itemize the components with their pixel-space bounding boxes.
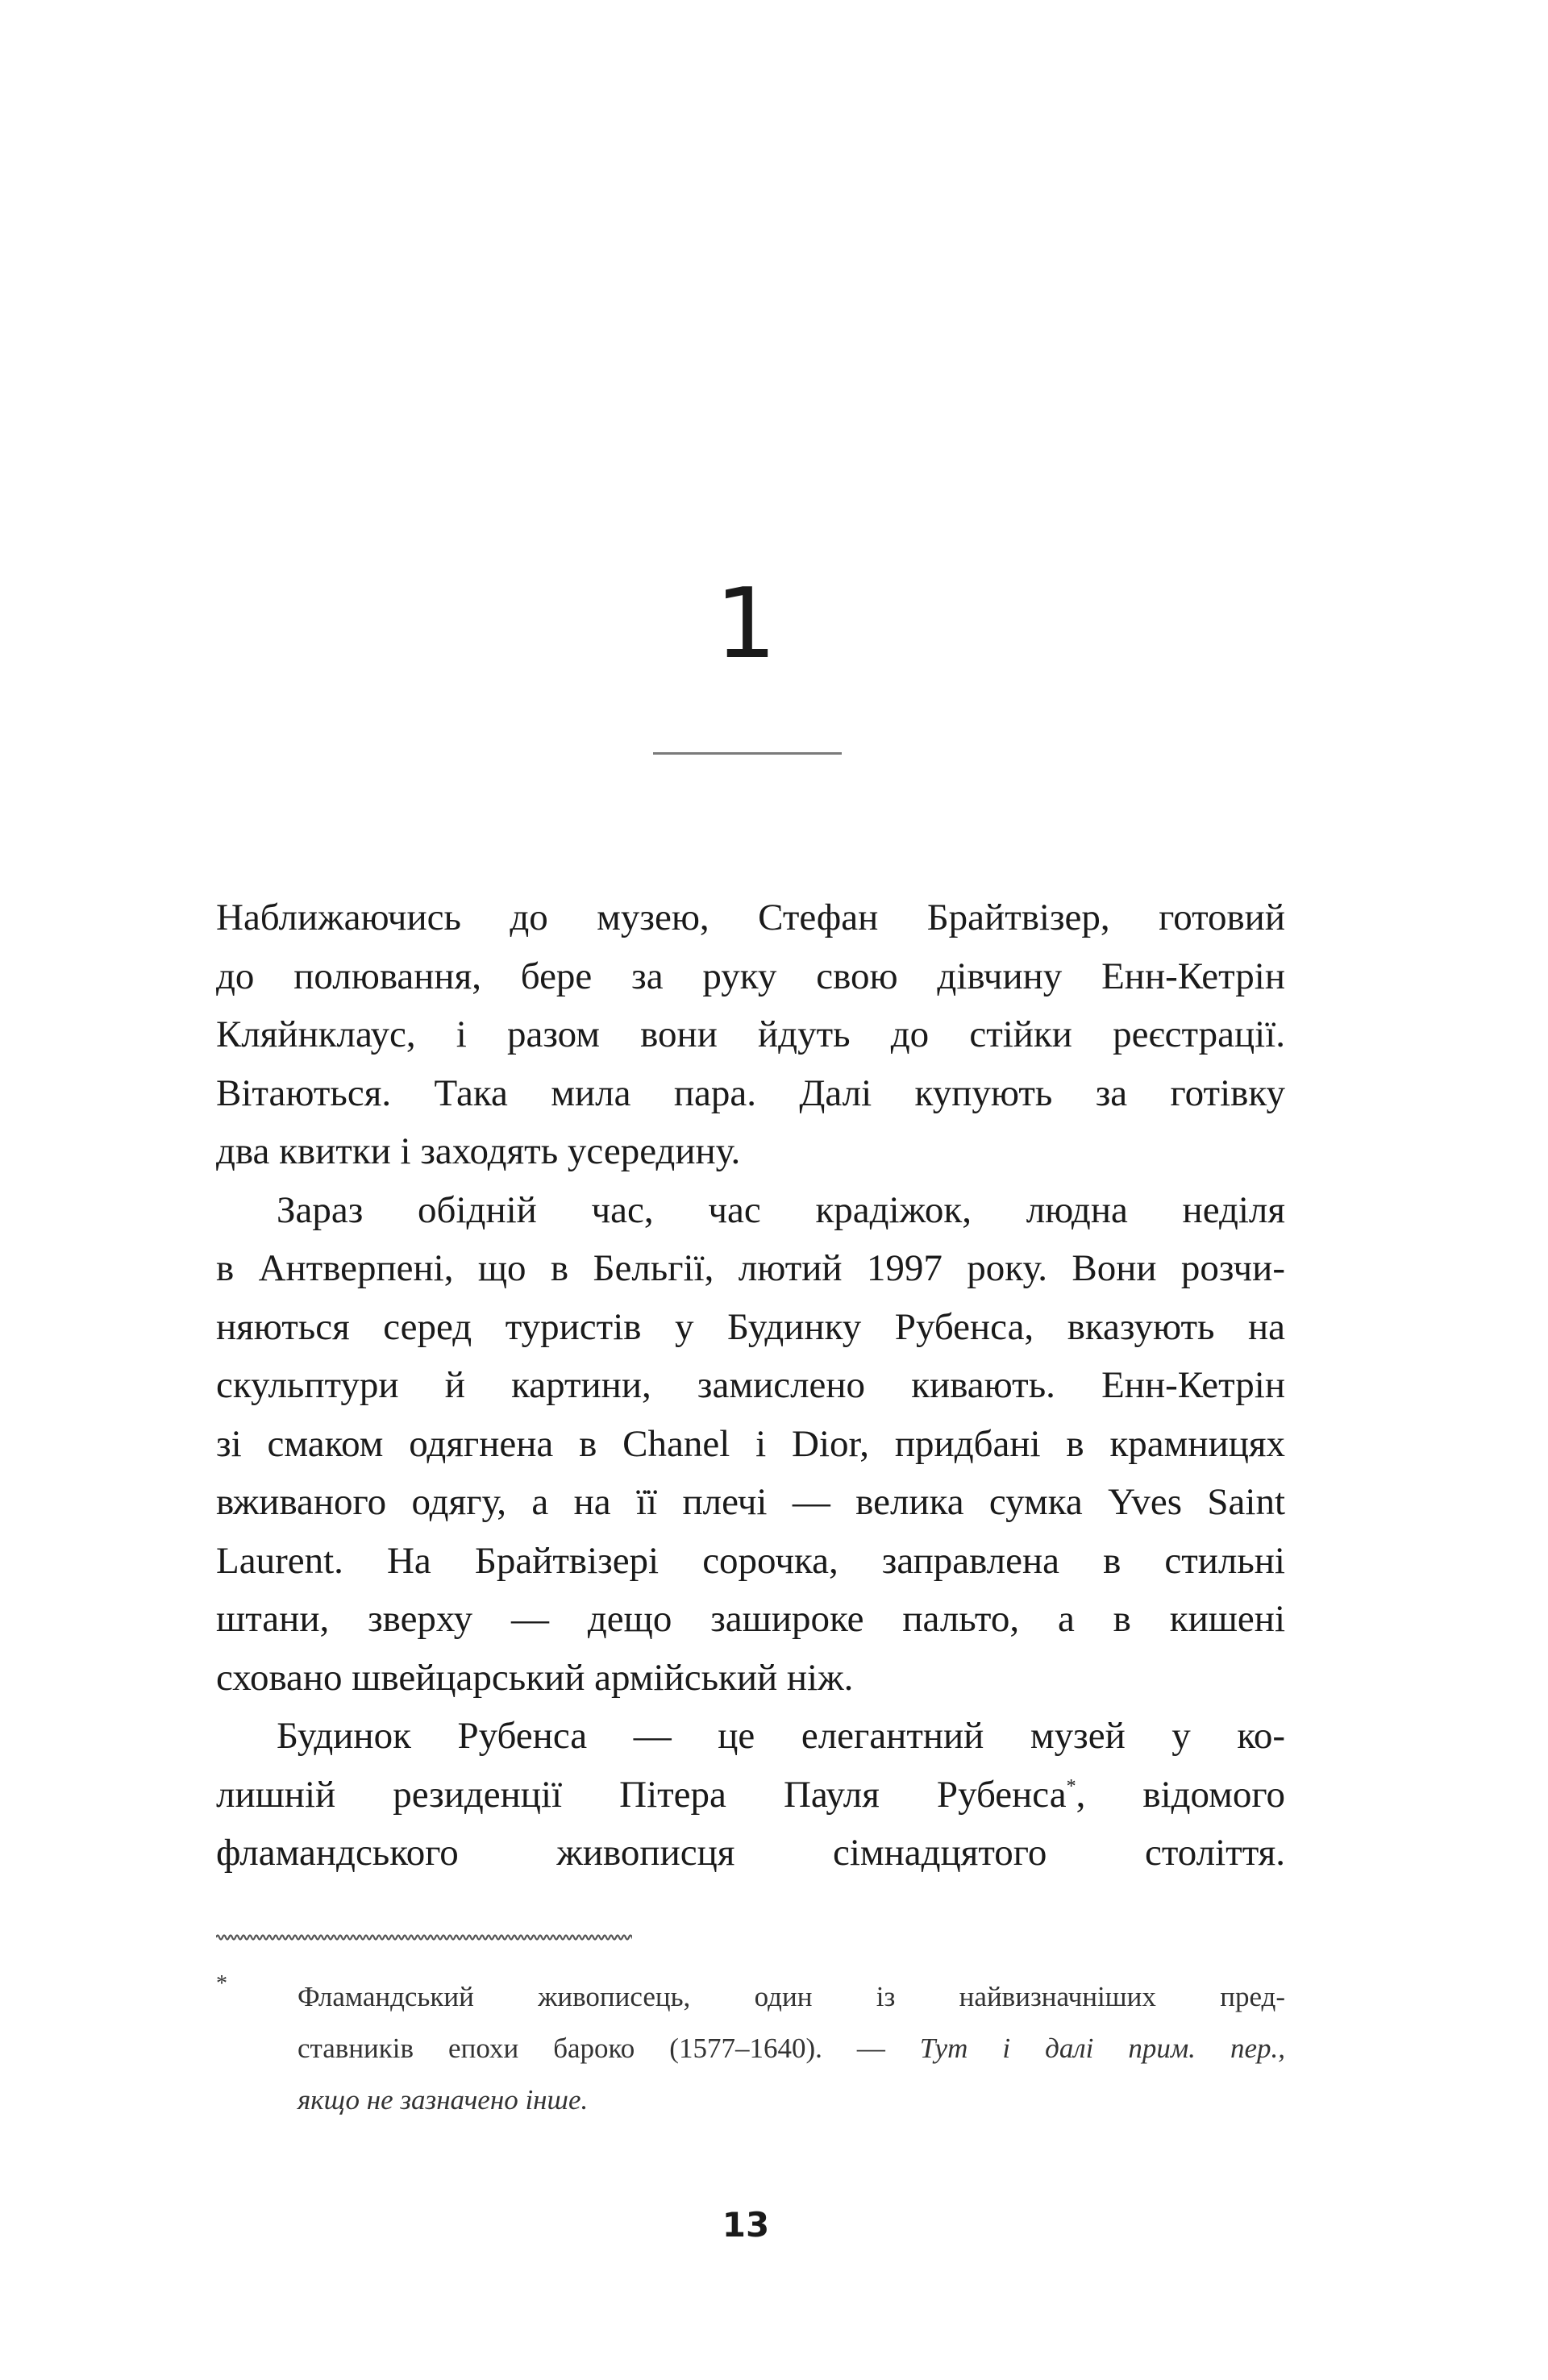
text-line (216, 1766, 1285, 1825)
text-segment: лишній резиденції Пітера Пауля Рубенса (216, 1773, 1067, 1816)
footnote-text: ставників епохи бароко (1577–1640). — (298, 2033, 920, 2064)
footnote (216, 1971, 1285, 2126)
text-line: зі смаком одягнена в Chanel і Dior, придбані в крамницях (216, 1422, 1285, 1465)
text-segment: , відомого (1076, 1773, 1285, 1816)
text-line: фламандського живописця сімнадцятого століття. (216, 1832, 1285, 1874)
text-line: в Антверпені, що в Бельгії, лютий 1997 року. Вони розчи- (216, 1247, 1285, 1289)
chapter-divider (653, 752, 842, 755)
footnote-translator-note: Тут і далі прим. пер., (919, 2033, 1285, 2064)
footnote-marker: * (216, 1971, 227, 1996)
body-text (216, 888, 1285, 1883)
text-line: Наближаючись до музею, Стефан Брайтвізер, готовий (216, 897, 1285, 938)
chapter-number: 1 (714, 568, 777, 680)
text-line: сховано швейцарський армійський ніж. (216, 1656, 854, 1699)
footnote-line: Фламандський живописець, один із найвизначніших пред- (298, 1981, 1285, 2012)
text-line: няються серед туристів у Будинку Рубенса, вказують на (216, 1305, 1285, 1348)
text-line: Laurent. На Брайтвізері сорочка, заправлена в стильні (216, 1539, 1285, 1582)
footnote-reference[interactable]: * (1066, 1775, 1076, 1797)
text-line: Будинок Рубенса — це елегантний музей у ко- (277, 1715, 1285, 1757)
text-line: два квитки і заходять усередину. (216, 1130, 741, 1172)
text-line: вживаного одягу, а на її плечі — велика сумка Yves Saint (216, 1481, 1285, 1523)
text-line: до полювання, бере за руку свою дівчину Енн-Кетрін (216, 955, 1285, 997)
text-line: штани, зверху — дещо зашироке пальто, а в кишені (216, 1598, 1285, 1640)
footnote-line (298, 2074, 1285, 2126)
text-line: Зараз обідній час, час крадіжок, людна неділя (277, 1188, 1285, 1231)
footnote-translator-note: якщо не зазначено інше. (298, 2084, 589, 2116)
text-line: Вітаються. Така мила пара. Далі купують за готівку (216, 1071, 1285, 1114)
text-line: Кляйнклаус, і разом вони йдуть до стійки реєстрації. (216, 1013, 1285, 1055)
page-number: 13 (722, 2205, 770, 2245)
footnote-line (298, 2023, 1285, 2074)
text-line: скульптури й картини, замислено кивають. Енн-Кетрін (216, 1364, 1285, 1406)
footnote-separator (216, 1932, 632, 1943)
